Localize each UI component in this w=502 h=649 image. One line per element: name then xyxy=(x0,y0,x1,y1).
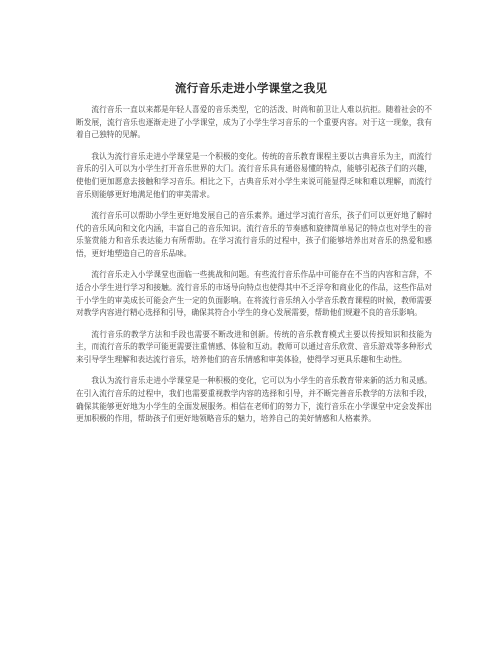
paragraph-2: 我认为流行音乐走进小学课堂是一个积极的变化。传统的音乐教育课程主要以古典音乐为主，而流行音乐的引入可以为小学生打开音乐世界的大门。流行音乐具有通俗易懂的特点，能够引起孩子们的兴趣，使他们更加愿意去接触和学习音乐。相比之下，古典音乐对小学生来说可能显得乏味和难以理解，而流行音乐则能够更好地满足他们的审美需求。 xyxy=(76,151,432,199)
document-body xyxy=(76,104,432,434)
paragraph-4: 流行音乐走入小学课堂也面临一些挑战和问题。有些流行音乐作品中可能存在不当的内容和言辞，不适合小学生进行学习和接触。流行音乐的市场导向特点也使得其中不乏浮夸和商业化的作品，这些作品对于小学生的审美成长可能会产生一定的负面影响。在将流行音乐纳入小学音乐教育课程的时候，教师需要对教学内容进行精心选择和引导，确保其符合小学生的身心发展需要，帮助他们规避不良的音乐影响。 xyxy=(76,270,432,318)
paragraph-3: 流行音乐可以帮助小学生更好地发展自己的音乐素养。通过学习流行音乐，孩子们可以更好地了解时代的音乐风向和文化内涵，丰富自己的音乐知识。流行音乐的节奏感和旋律简单易记的特点也对学生的音乐鉴赏能力和音乐表达能力有所帮助。在学习流行音乐的过程中，孩子们能够培养出对音乐的热爱和感悟，更好地塑造自己的音乐品味。 xyxy=(76,210,432,259)
paragraph-6: 我认为流行音乐走进小学课堂是一种积极的变化，它可以为小学生的音乐教育带来新的活力和灵感。在引入流行音乐的过程中，我们也需要重视教学内容的选择和引导，并不断完善音乐教学的方法和手段，确保其能够更好地为小学生的全面发展服务。相信在老师们的努力下，流行音乐在小学课堂中定会发挥出更加积极的作用，帮助孩子们更好地领略音乐的魅力，培养自己的美好情感和人格素养。 xyxy=(76,376,432,424)
paragraph-1: 流行音乐一直以来都是年轻人喜爱的音乐类型，它的活泼、时尚和前卫让人难以抗拒。随着社会的不断发展，流行音乐也逐渐走进了小学课堂，成为了小学生学习音乐的一个重要内容。对于这一现象，我有着自己独特的见解。 xyxy=(76,105,432,140)
paragraph-5: 流行音乐的教学方法和手段也需要不断改进和创新。传统的音乐教育模式主要以传授知识和技能为主，而流行音乐的教学可能更需要注重情感、体验和互动。教师可以通过音乐欣赏、音乐游戏等多种形式来引导学生理解和表达流行音乐，培养他们的音乐情感和审美体验，使得学习更具乐趣和生动性。 xyxy=(76,329,432,364)
document-title: 流行音乐走进小学课堂之我见 xyxy=(174,81,328,95)
